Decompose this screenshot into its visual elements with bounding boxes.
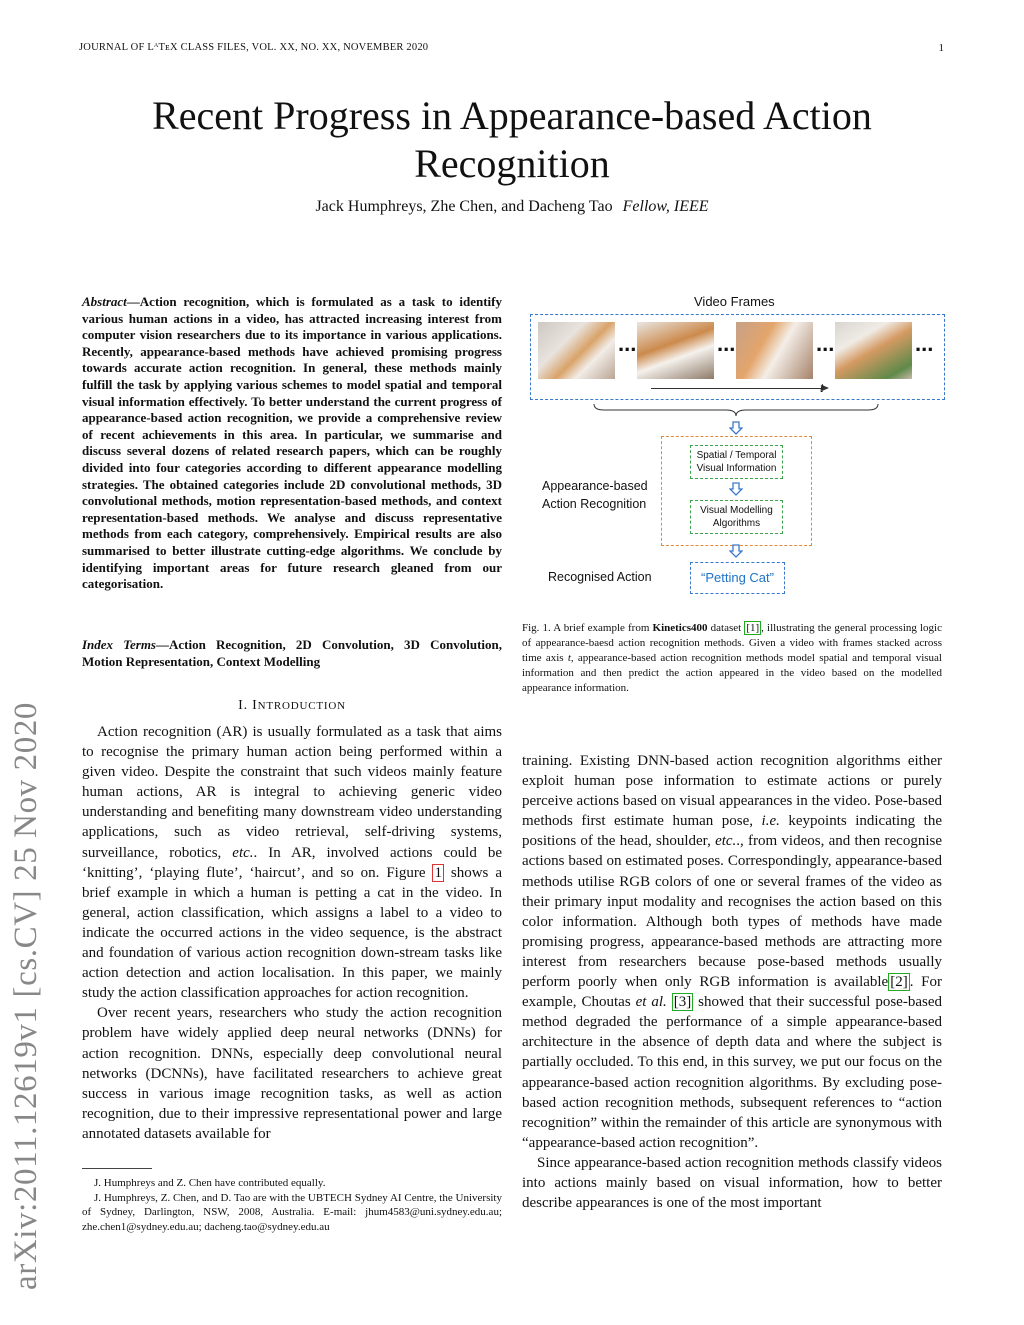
figure-title: Video Frames [694,294,775,309]
footnote-divider [82,1168,152,1169]
intro-p1-b: . In AR, involved actions could be ‘knitting’, ‘playing flute’, ‘haircut’, and so on. Figure [82,844,502,881]
index-terms-label: Index Terms [82,637,156,652]
right-p1-ie: i.e. [761,813,780,830]
intro-p1-etc: etc. [232,844,254,861]
down-arrow-icon [729,544,743,558]
curly-brace [592,402,880,418]
caption-mid: dataset [707,622,745,634]
video-frame-2 [637,322,714,379]
section-heading [82,698,502,714]
down-arrow-icon [729,482,743,496]
authors: Jack Humphreys, Zhe Chen, and Dacheng Tao [315,198,613,215]
citation-link[interactable]: [3] [673,994,692,1011]
intro-paragraph-1 [82,722,502,1003]
intro-paragraph-2: Over recent years, researchers who study the action recognition problem have widely applied deep neural networks (DNNs) for action recognition. DNNs, especially deep convolutional neural networks (DCNNs), have facilitated researchers to achieve great success in various image recognition tasks, as well as action recognition, due to their impressive representational power and large annotated datasets available for [82,1005,502,1142]
video-frame-1 [538,322,615,379]
introduction-text [82,722,502,1144]
footnote-1: J. Humphreys and Z. Chen have contributed equally. [94,1177,326,1189]
ellipsis-1: ... [618,331,637,356]
section-heading-rest: NTRODUCTION [257,700,346,712]
ellipsis-4: ... [915,331,934,356]
section-numeral: I. I [238,698,258,713]
appearance-based-label: Appearance-based Action Recognition [542,479,648,511]
figure-ref-link[interactable]: 1 [434,864,442,881]
right-p1-etal: et al. [635,994,667,1011]
visual-modelling-box: Visual Modelling Algorithms [690,500,783,534]
figure-caption [522,621,942,696]
footnotes [82,1176,502,1234]
author-line [0,198,1024,216]
predicted-action-box: “Petting Cat” [690,562,785,594]
author-role: Fellow, IEEE [622,198,709,215]
right-p1-etc: etc. [715,833,737,850]
citation-link[interactable]: [2] [890,974,908,991]
caption-t: t [567,652,571,664]
intro-p1-a: Action recognition (AR) is usually formulated as a task that aims to recognise the primary human action being performed within a given video. Despite the constraint that such videos mainly feature human actions, AR is integral to achieving generic video understanding and benefiting many downstream video understanding applications, such as video retrieval, self-driving systems, surveillance, robotics, [82,724,502,861]
abstract-text: —Action recognition, which is formulated as a task to identify various human actions in a video, has attracted increasing interest from computer vision researchers due to its importance in various applications. Recently, appearance-based methods have achieved promising progress towards accurate action recognition. In general, these methods mainly fulfill the task by applying various schemes to model spatial and temporal visual information effectively. To better understand the current progress of appearance-based action recognition, we provide a comprehensive review of recent achievements in this area. In particular, we summarise and discuss several dozens of related research papers, which can be roughly divided into four categories according to different appearance modelling strategies. The obtained categories include 2D convolutional methods, 3D convolutional methods, motion representation-based methods, and context representation-based methods. We analyse and discuss representative methods from each category, comprehensively. Empirical results are also summarised to better illustrate cutting-edge algorithms. We conclude by identifying important areas for future research gleaned from our categorisation. [82,294,502,592]
caption-prefix: Fig. 1. A brief example from [522,622,653,634]
figure-1 [522,290,952,600]
right-p1-a: training. Existing DNN-based action recognition algorithms either exploit human pose information to estimate actions or purely perceive actions based on visual appearances in the video. Pose-based methods first estimate human pose, [522,753,942,830]
citation-link[interactable]: [1] [746,622,760,634]
abstract-label: Abstract [82,294,127,309]
page-number: 1 [938,42,944,54]
ellipsis-3: ... [816,331,835,356]
recognition-process-box [661,436,812,546]
right-p1-d: . For example, Choutas [522,974,942,1011]
spatial-temporal-box: Spatial / Temporal Visual Information [690,445,783,479]
video-frame-3 [736,322,813,379]
video-frames-box [530,314,945,400]
index-terms-text: —Action Recognition, 2D Convolution, 3D Convolution, Motion Representation, Context Modelling [82,637,502,669]
caption-text: , illustrating the general processing logic of appearance-baesd action recognition methods. Given a video with frames stacked across time axis [522,622,942,664]
running-header: JOURNAL OF LᴬTᴇX CLASS FILES, VOL. XX, NO. XX, NOVEMBER 2020 [79,42,429,53]
paper-title [0,92,1024,188]
down-arrow-icon [729,421,743,435]
recognised-action-label: Recognised Action [548,570,652,584]
title-line-2: Recognition [414,141,610,186]
caption-end: , appearance-based action recognition methods model spatial and temporal visual information and then predict the action appeared in the video based on the modelled appearance information. [522,652,942,694]
time-axis-arrow [651,388,827,389]
intro-p1-c: shows a brief example in which a human is petting a cat in the video. In general, action classification, which assigns a label to a video to indicate the occurred actions in the video sequence, is the abstract and foundation of various action recognition down-stream tasks like action detection and action localisation. In this paper, we mainly study the action classification approaches for action recognition. [82,864,502,1002]
right-paragraph-2: Since appearance-based action recognition methods classify videos into actions mainly based on visual information, how to better describe appearances is one of the most important [522,1154,942,1212]
footnote-2: J. Humphreys, Z. Chen, and D. Tao are with the UBTECH Sydney AI Centre, the University of Sydney, Darlington, NSW, 2008, Australia. E-mail: jhum4583@uni.sydney.edu.au; zhe.chen1@sydney.edu.au; dacheng.tao@sydney.edu.au [82,1191,502,1233]
arxiv-stamp: arXiv:2011.12619v1 [cs.CV] 25 Nov 2020 [8,701,44,1290]
video-frame-4 [835,322,912,379]
index-terms [82,637,502,670]
right-p1-b: keypoints indicating the positions of the head, shoulder, [522,813,943,850]
right-paragraph-1 [522,751,942,1153]
time-axis-label: t [820,381,824,395]
right-column-text [522,751,942,1213]
title-line-1: Recent Progress in Appearance-based Action [152,93,872,138]
caption-dataset: Kinetics400 [652,622,708,634]
right-p1-c: ., from videos, and then recognise actions based on estimated poses. Correspondingly, appearance-based methods utilise RGB colors of one or several frames of the video as their primary input modality and recognises the action based on this color information. Although both types of methods have made promising progress, appearance-based methods are attracting more interest from researchers because pose-based methods usually perform poorly when only RGB information is available [522,833,943,991]
abstract [82,294,502,593]
ellipsis-2: ... [717,331,736,356]
right-p1-e: showed that their successful pose-based method degraded the performance of a simple appearance-based architecture in the absence of depth data and where the subject is partially occluded. To this end, in this survey, we put our focus on the appearance-based action recognition algorithms. By excluding pose-based action recognition methods, subsequent references to “action recognition” within the remainder of this article are synonymous with “appearance-based action recognition”. [522,994,942,1151]
